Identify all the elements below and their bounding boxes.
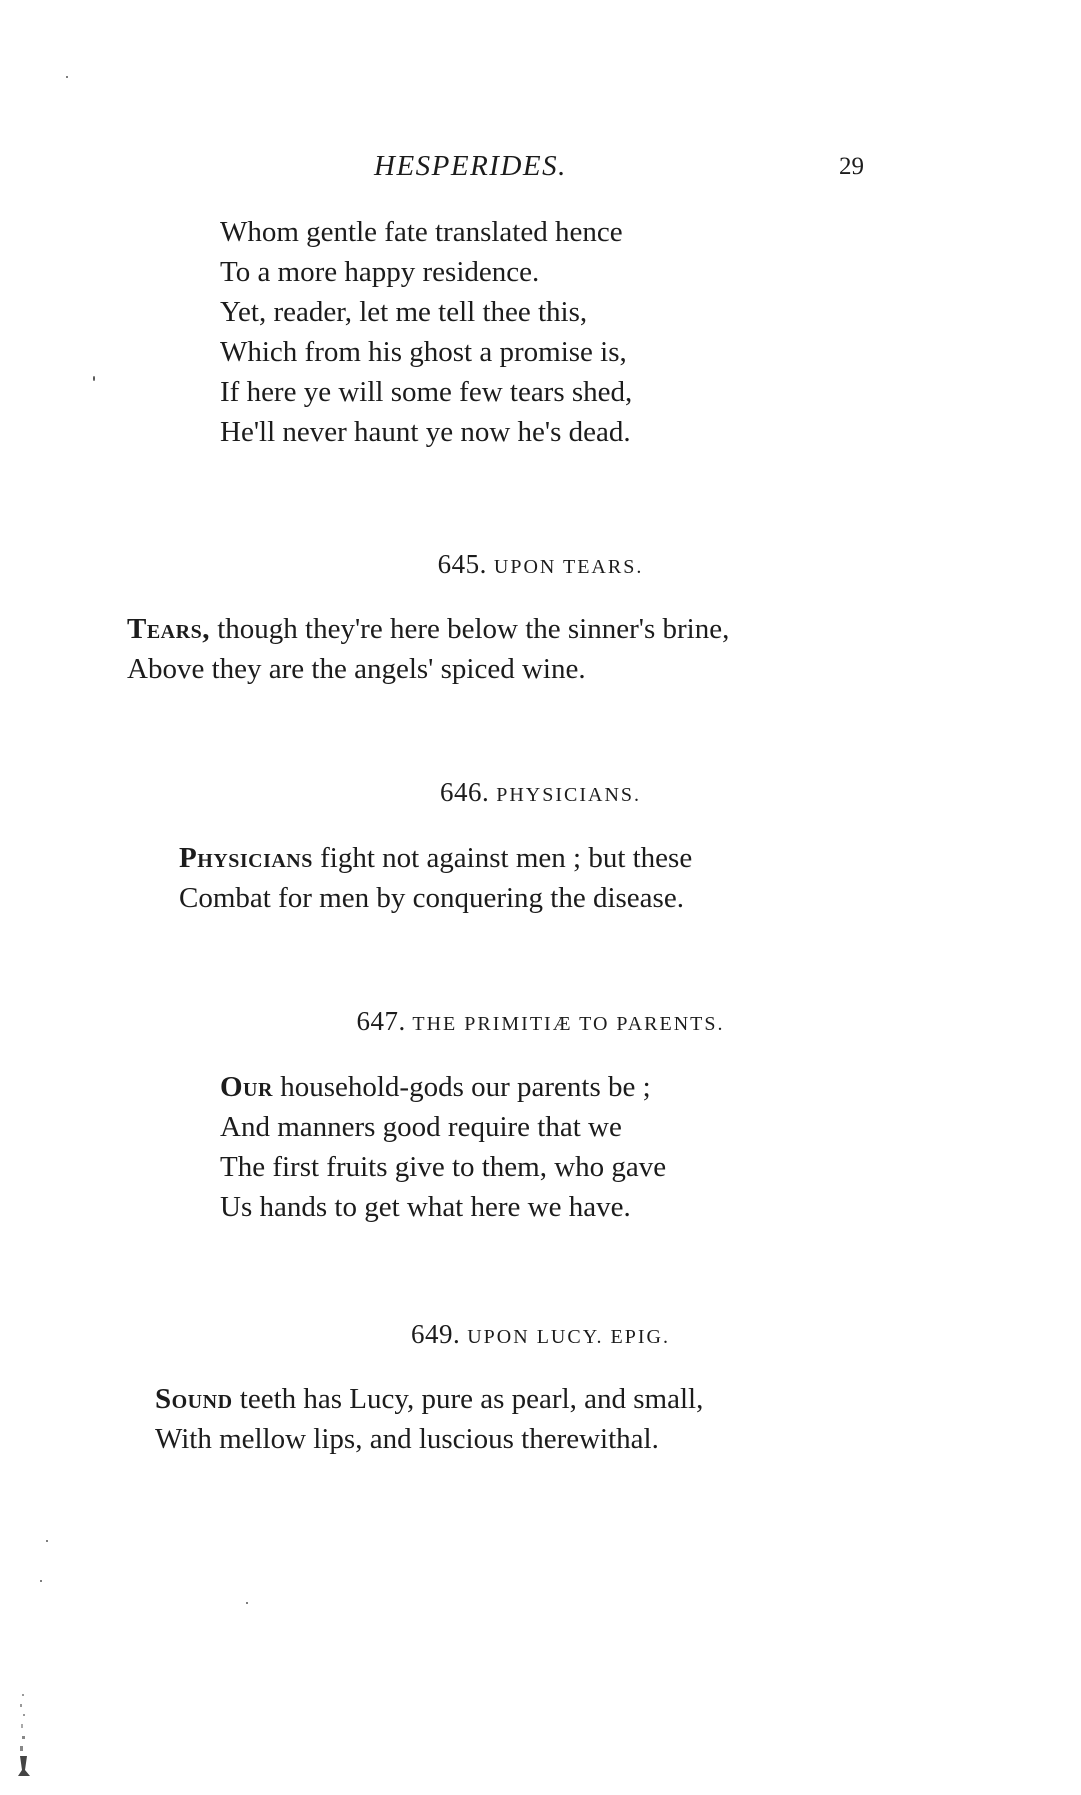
poem-title xyxy=(0,549,1081,580)
poem-number: 649. xyxy=(410,1319,461,1349)
verse-line xyxy=(179,838,692,878)
verse-line: Yet, reader, let me tell thee this, xyxy=(220,296,588,328)
poem-number: 646. xyxy=(439,777,490,807)
verse-line: He'll never haunt ye now he's dead. xyxy=(220,416,631,448)
line-text: fight not against men ; but these xyxy=(312,842,693,874)
verse-line: And manners good require that we xyxy=(220,1111,622,1143)
verse-line: Us hands to get what here we have. xyxy=(220,1191,631,1223)
verse-line: Above they are the angels' spiced wine. xyxy=(127,653,586,685)
poem-heading: UPON LUCY. EPIG. xyxy=(467,1326,670,1348)
scan-speck xyxy=(246,1602,248,1604)
poem-body xyxy=(220,1067,666,1227)
poem-body xyxy=(179,838,692,918)
first-word: Physicians xyxy=(179,842,313,874)
first-word: Tears, xyxy=(127,613,210,645)
verse-line: Whom gentle fate translated hence xyxy=(220,216,623,248)
verse-line: With mellow lips, and luscious therewithal. xyxy=(155,1423,659,1455)
verse-line xyxy=(155,1379,703,1419)
verse-line: The first fruits give to them, who gave xyxy=(220,1151,667,1183)
verse-line: If here ye will some few tears shed, xyxy=(220,376,633,408)
poem-title xyxy=(0,1006,1081,1037)
running-title: HESPERIDES. xyxy=(374,150,567,182)
line-text: household-gods our parents be ; xyxy=(272,1071,651,1103)
scan-speck xyxy=(46,1540,48,1542)
poem-heading: THE PRIMITIÆ TO PARENTS. xyxy=(412,1013,725,1035)
scan-speck xyxy=(93,376,95,381)
poem-title xyxy=(0,1319,1081,1350)
poem-number: 645. xyxy=(437,549,487,579)
verse-line xyxy=(127,609,729,649)
verse-line: Which from his ghost a promise is, xyxy=(220,336,627,368)
page-number: 29 xyxy=(839,153,864,180)
line-text: though they're here below the sinner's brine, xyxy=(209,613,730,645)
poem-fragment xyxy=(220,212,632,452)
poem-number: 647. xyxy=(356,1006,406,1036)
running-head xyxy=(0,150,1081,190)
poem-heading: UPON TEARS. xyxy=(493,556,644,578)
scan-speck xyxy=(40,1580,42,1582)
poem-body xyxy=(127,609,729,689)
margin-mark-icon xyxy=(10,1690,40,1780)
verse-line: Combat for men by conquering the disease. xyxy=(179,882,684,914)
scan-speck xyxy=(66,76,68,78)
poem-heading: PHYSICIANS. xyxy=(496,784,642,806)
first-word: Sound xyxy=(155,1383,233,1415)
poem-title xyxy=(0,777,1081,808)
poem-body xyxy=(155,1379,703,1459)
verse-line xyxy=(220,1067,666,1107)
first-word: Our xyxy=(220,1071,273,1103)
verse-line: To a more happy residence. xyxy=(220,256,540,288)
line-text: teeth has Lucy, pure as pearl, and small, xyxy=(232,1383,704,1415)
